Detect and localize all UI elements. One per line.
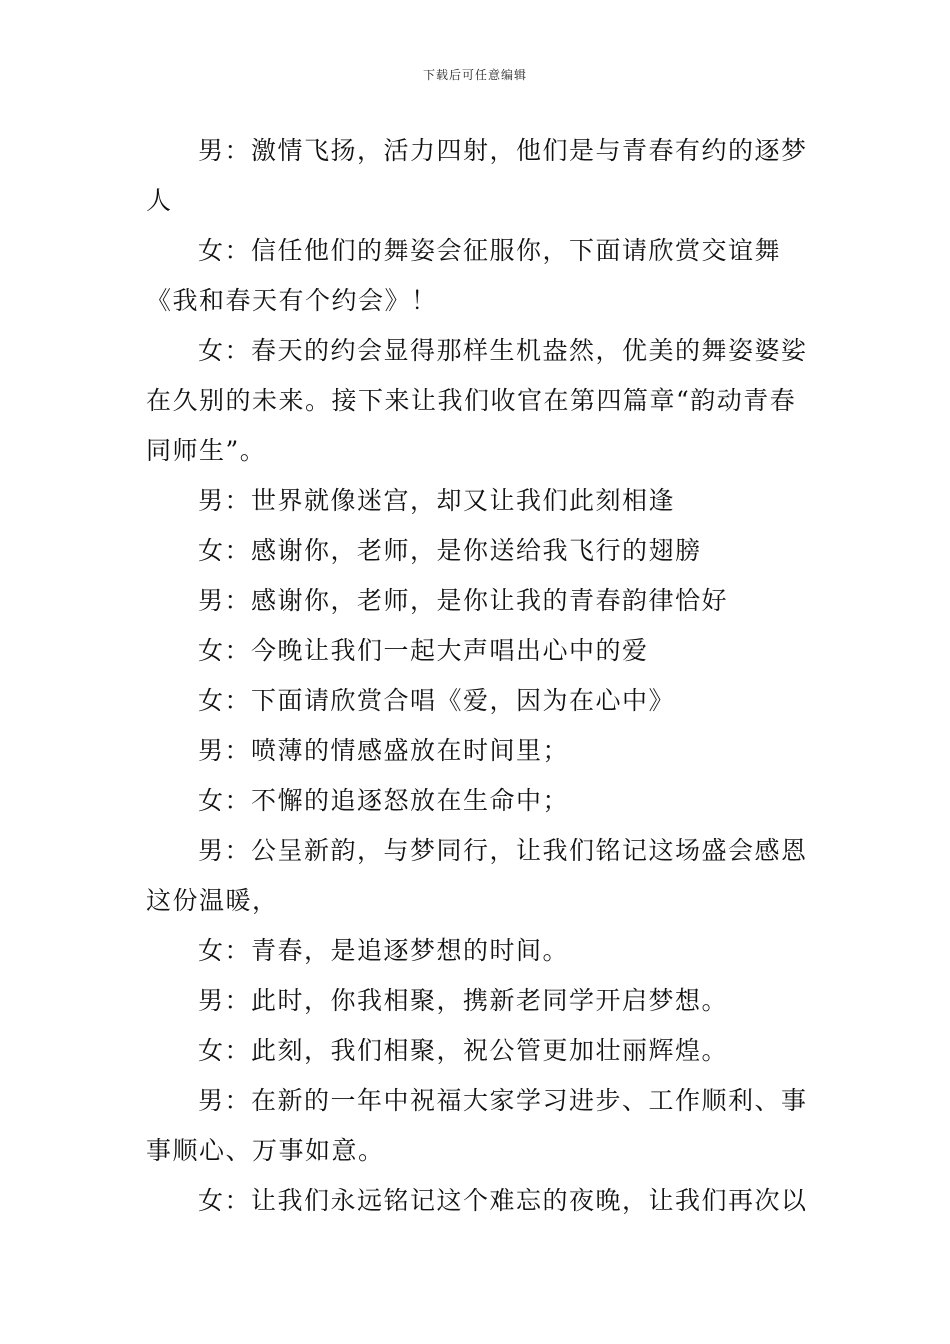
document-body — [146, 126, 808, 1226]
paragraph: 女：信任他们的舞姿会征服你，下面请欣赏交谊舞《我和春天有个约会》！ — [146, 236, 782, 315]
page-header: 下载后可任意编辑 — [422, 68, 527, 82]
paragraph: 女：春天的约会显得那样生机盎然，优美的舞姿婆娑在久别的未来。接下来让我们收官在第四篇章“韵动青春同师生”。 — [146, 336, 808, 465]
paragraph: 男：公呈新韵，与梦同行，让我们铭记这场盛会感恩这份温暖， — [146, 836, 808, 915]
paragraph: 女：让我们永远铭记这个难忘的夜晚，让我们再次以 — [198, 1186, 808, 1215]
paragraph: 男：在新的一年中祝福大家学习进步、工作顺利、事事顺心、万事如意。 — [146, 1086, 808, 1165]
paragraph: 女：青春，是追逐梦想的时间。 — [198, 936, 570, 965]
paragraph: 女：下面请欣赏合唱《爱，因为在心中》 — [198, 686, 676, 715]
paragraph: 男：此时，你我相聚，携新老同学开启梦想。 — [198, 986, 729, 1015]
paragraph: 男：感谢你，老师，是你让我的青春韵律恰好 — [198, 586, 729, 615]
paragraph: 女：不懈的追逐怒放在生命中； — [198, 786, 570, 815]
paragraph: 男：激情飞扬，活力四射，他们是与青春有约的逐梦人 — [146, 136, 808, 215]
paragraph: 女：此刻，我们相聚，祝公管更加壮丽辉煌。 — [198, 1036, 729, 1065]
paragraph: 男：世界就像迷宫，却又让我们此刻相逢 — [198, 486, 676, 515]
paragraph: 男：喷薄的情感盛放在时间里； — [198, 736, 570, 765]
paragraph: 女：感谢你，老师，是你送给我飞行的翅膀 — [198, 536, 702, 565]
paragraph: 女：今晚让我们一起大声唱出心中的爱 — [198, 636, 649, 665]
